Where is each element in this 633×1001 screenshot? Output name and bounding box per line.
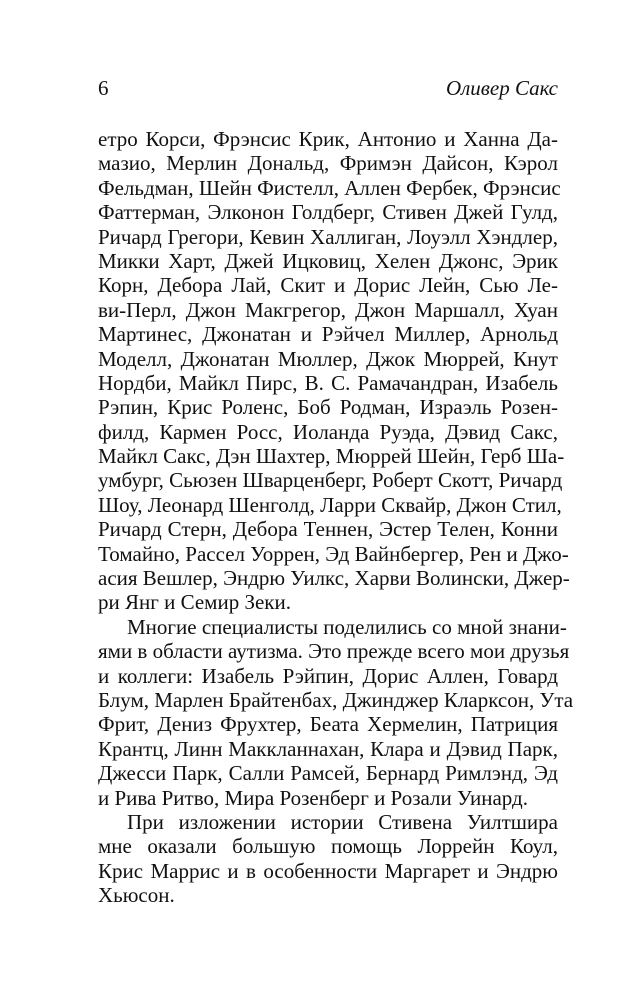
page-number: 6 — [98, 76, 109, 100]
text-line: Мартинес, Джонатан и Рэйчел Миллер, Арнольд — [98, 322, 558, 347]
text-line: етро Корси, Фрэнсис Крик, Антонио и Ханна Да- — [98, 127, 558, 151]
text-line: Корн, Дебора Лай, Скит и Дорис Лейн, Сью Ле- — [98, 273, 558, 298]
text-line: Фаттерман, Элконон Голдберг, Стивен Джей Гулд, — [98, 200, 558, 225]
text-line: ри Янг и Семир Зеки. — [98, 590, 291, 615]
text-line: Хьюсон. — [98, 883, 175, 908]
text-line: мазио, Мерлин Дональд, Фримэн Дайсон, Кэрол — [98, 151, 558, 176]
text-line: Томайно, Рассел Уоррен, Эд Вайнбергер, Рен и Джо- — [98, 541, 569, 566]
running-head — [98, 73, 558, 103]
paragraph-acknowledgements-names — [98, 127, 570, 615]
text-line: При изложении истории Стивена Уилтшира — [127, 809, 558, 834]
paragraph-stephen-wiltshire — [98, 810, 558, 908]
text-line: ви-Перл, Джон Макгрегор, Джон Маршалл, Хуан — [98, 297, 558, 322]
text-line: Ричард Стерн, Дебора Теннен, Эстер Телен, Конни — [98, 517, 558, 542]
text-line: ями в области аутизма. Это прежде всего мои друзья — [98, 639, 570, 664]
text-line: Крантц, Линн Маккланнахан, Клара и Дэвид Парк, — [98, 736, 558, 761]
text-line: мне оказали большую помощь Лоррейн Коул, — [98, 834, 558, 859]
text-line: и коллеги: Изабель Рэйпин, Дорис Аллен, Говард — [98, 663, 558, 688]
text-line: Многие специалисты поделились со мной знани- — [127, 614, 567, 639]
text-line: Шоу, Леонард Шенголд, Ларри Сквайр, Джон Стил, — [98, 492, 562, 517]
text-line: филд, Кармен Росс, Иоланда Руэда, Дэвид Сакс, — [98, 419, 558, 444]
text-line: Рэпин, Крис Роленс, Боб Родман, Израэль Розен- — [98, 395, 558, 420]
text-line: Нордби, Майкл Пирс, В. С. Рамачандран, Изабель — [98, 370, 558, 395]
text-line: Джесси Парк, Салли Рамсей, Бернард Римлэнд, Эд — [98, 761, 558, 786]
paragraph-autism-specialists — [98, 614, 574, 810]
body-text — [98, 127, 574, 908]
running-head-author: Оливер Сакс — [445, 76, 558, 100]
text-line: умбург, Сьюзен Шварценберг, Роберт Скотт, Ричард — [98, 468, 563, 493]
text-line: Ричард Грегори, Кевин Халлиган, Лоуэлл Хэндлер, — [98, 224, 558, 249]
text-line: Фельдман, Шейн Фистелл, Аллен Фербек, Фрэнсис — [98, 175, 561, 200]
text-line: асия Вешлер, Эндрю Уилкс, Харви Волински, Джер- — [98, 566, 570, 591]
text-line: и Рива Ритво, Мира Розенберг и Розали Уинард. — [98, 785, 528, 810]
text-line: Майкл Сакс, Дэн Шахтер, Мюррей Шейн, Герб Ша- — [98, 444, 565, 469]
text-line: Фрит, Дениз Фрухтер, Беата Хермелин, Патриция — [98, 712, 558, 737]
text-line: Микки Харт, Джей Ицковиц, Хелен Джонс, Эрик — [98, 248, 558, 273]
text-line: Крис Маррис и в особенности Маргарет и Эндрю — [98, 858, 558, 883]
text-line: Блум, Марлен Брайтенбах, Джинджер Кларксон, Ута — [98, 687, 574, 712]
text-line: Моделл, Джонатан Мюллер, Джок Мюррей, Кнут — [98, 346, 558, 371]
